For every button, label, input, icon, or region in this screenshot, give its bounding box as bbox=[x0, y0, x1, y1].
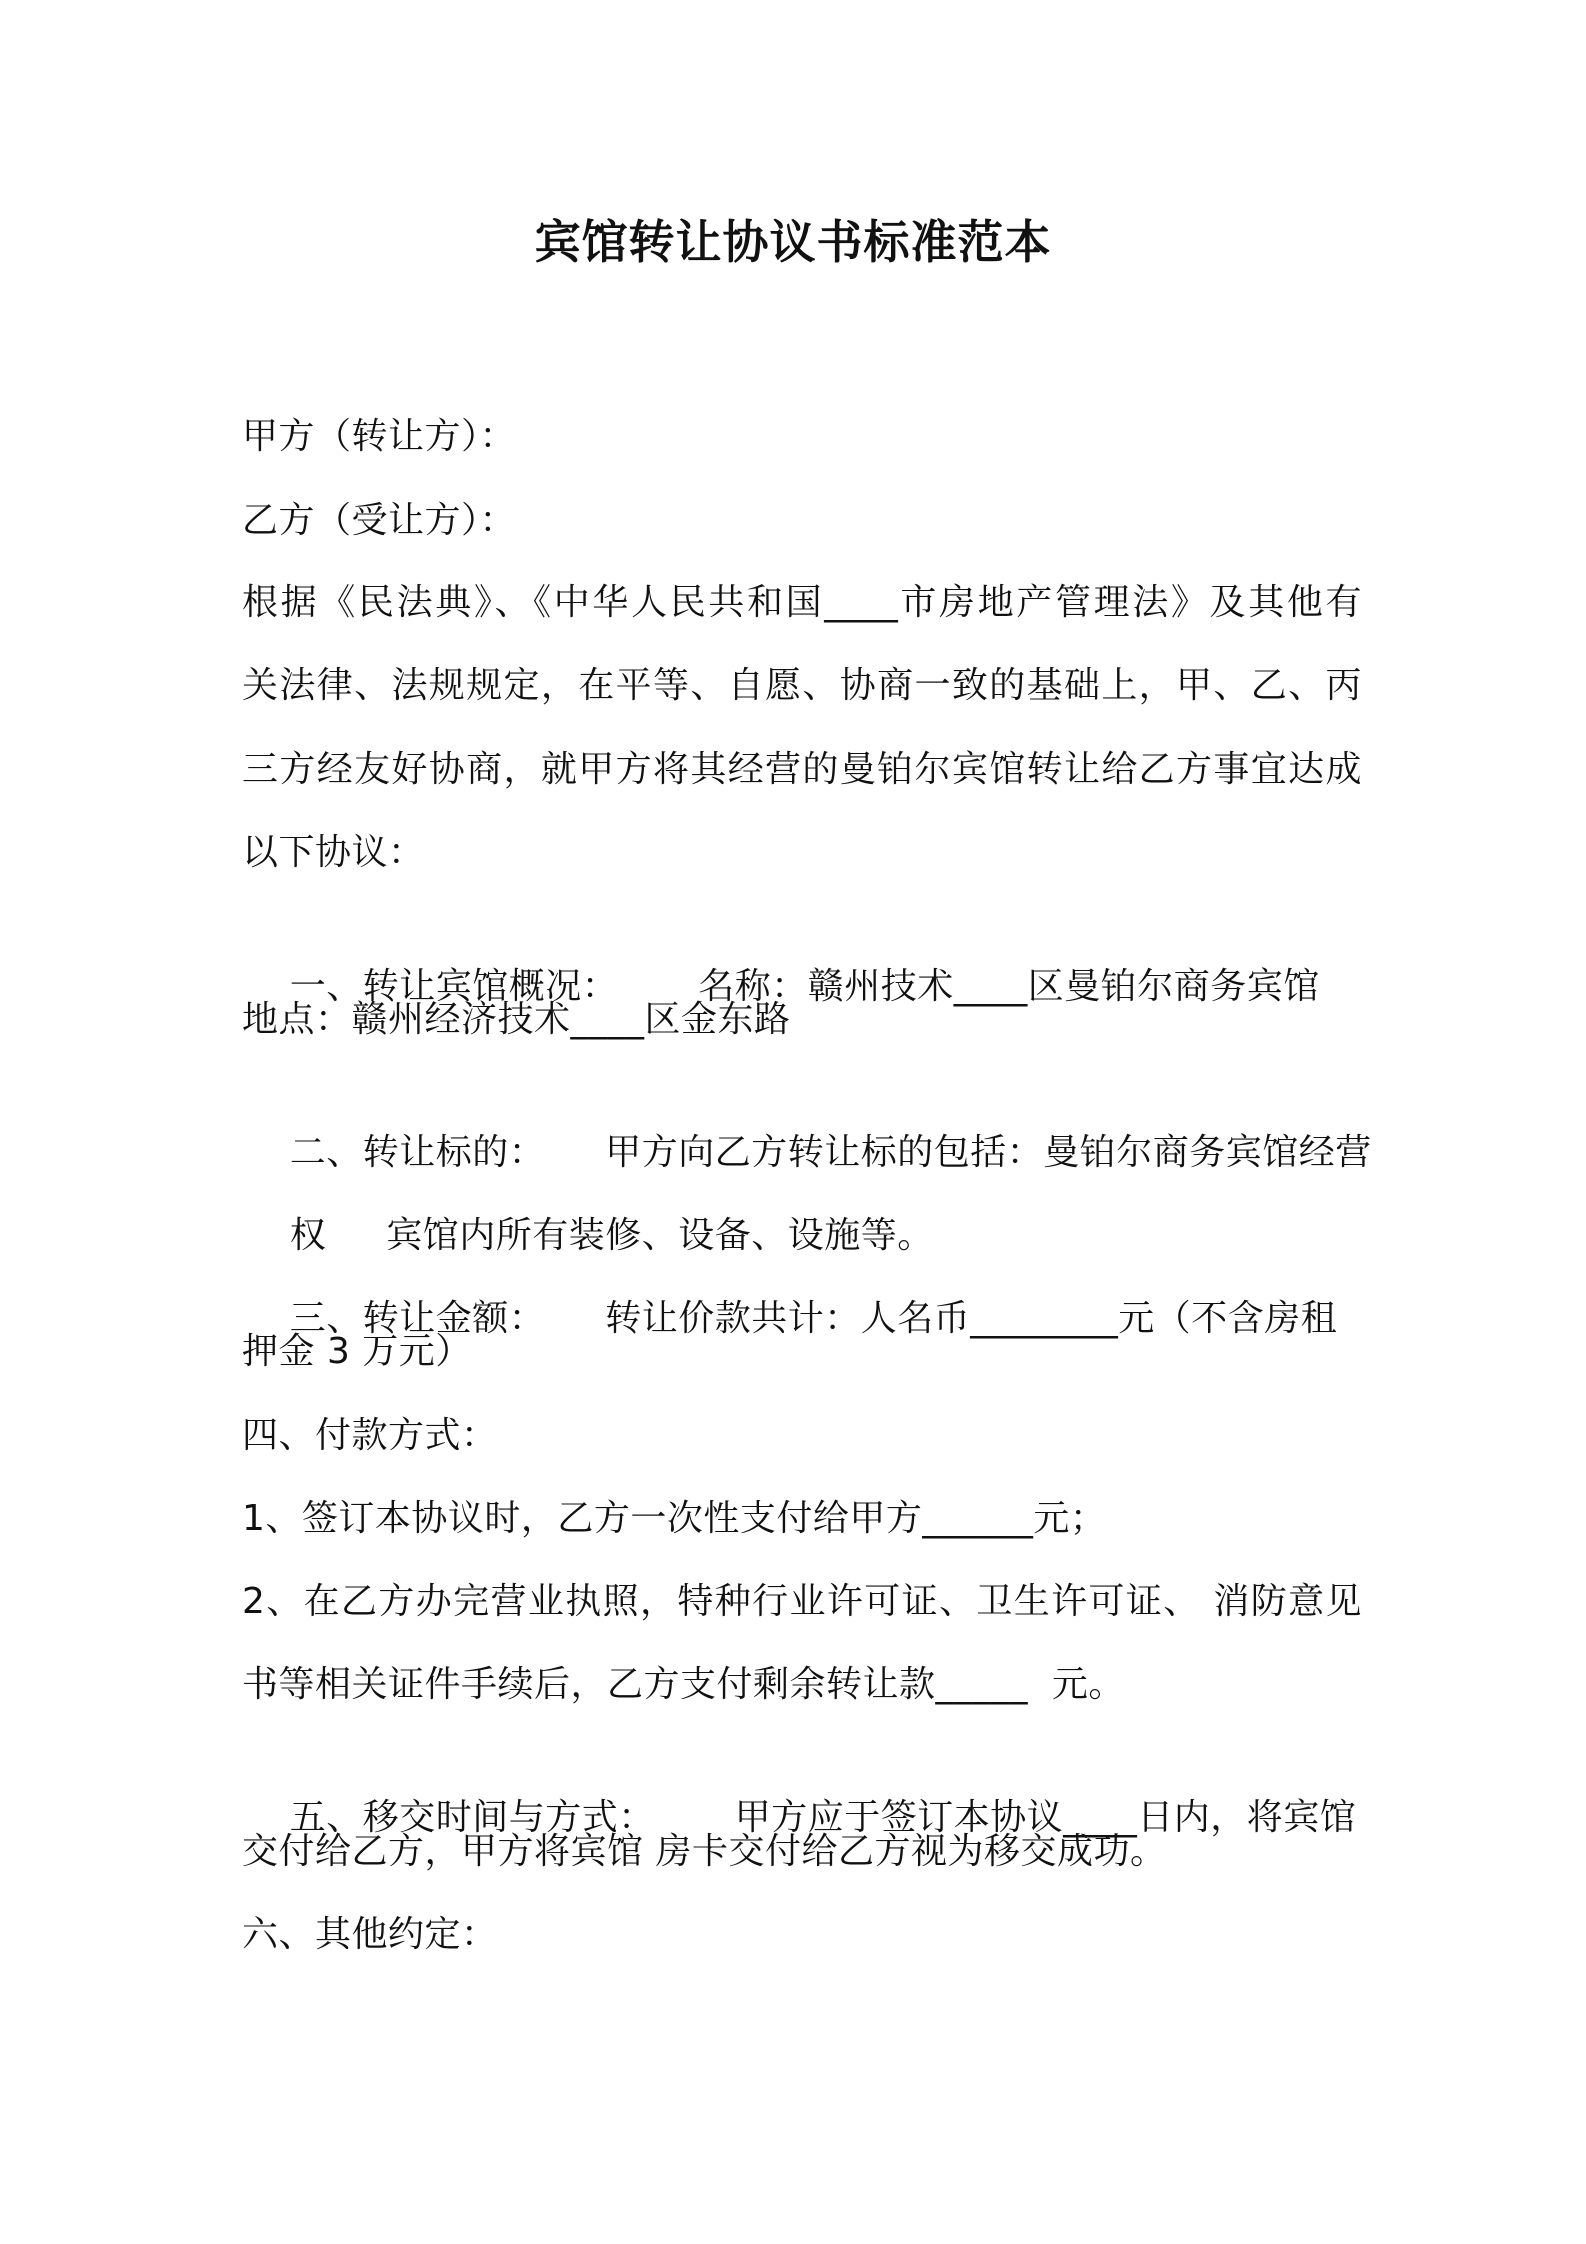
section-5-heading: 五、移交时间与方式： bbox=[289, 1797, 655, 1838]
party-b-label: 乙方（受让方）： bbox=[242, 500, 517, 541]
section-1-heading: 一、转让宾馆概况： bbox=[289, 966, 619, 1007]
section-3-text-1: 转让价款共计：人名币________元（不含房租 bbox=[605, 1298, 1338, 1339]
party-a-label: 甲方（转让方）： bbox=[242, 416, 517, 457]
section-1-name: 名称：赣州技术____区曼铂尔商务宾馆 bbox=[698, 966, 1320, 1007]
section-2-text-1: 甲方向乙方转让标的包括：曼铂尔商务宾馆经营 bbox=[605, 1132, 1372, 1173]
section-3-heading: 三、转让金额： bbox=[289, 1298, 546, 1339]
section-3-text-2: 押金 3 万元） bbox=[242, 1331, 472, 1372]
document-title: 宾馆转让协议书标准范本 bbox=[534, 215, 1052, 269]
preamble-line-2: 关法律、法规规定，在平等、自愿、协商一致的基础上，甲、乙、丙 bbox=[242, 665, 1362, 706]
section-4-item-2-line-1: 2、在乙方办完营业执照，特种行业许可证、卫生许可证、 消防意见 bbox=[242, 1581, 1362, 1622]
section-6-heading: 六、其他约定： bbox=[242, 1914, 498, 1955]
section-5-text-1: 甲方应于签订本协议____日内，将宾馆 bbox=[734, 1797, 1357, 1838]
section-2-heading: 二、转让标的： bbox=[289, 1132, 546, 1173]
section-4-heading: 四、付款方式： bbox=[242, 1415, 498, 1456]
section-2-text-2b: 宾馆内所有装修、设备、设施等。 bbox=[386, 1215, 934, 1256]
preamble-line-1: 根据《民法典》、《中华人民共和国____市房地产管理法》及其他有 bbox=[242, 582, 1362, 623]
preamble-line-3: 三方经友好协商，就甲方将其经营的曼铂尔宾馆转让给乙方事宜达成 bbox=[242, 749, 1362, 790]
section-2-text-2a: 权 bbox=[289, 1215, 327, 1256]
preamble-line-4: 以下协议： bbox=[242, 832, 425, 873]
section-1-location: 地点：赣州经济技术____区金东路 bbox=[242, 999, 791, 1040]
section-5-text-2: 交付给乙方，甲方将宾馆 房卡交付给乙方视为移交成功。 bbox=[242, 1831, 1167, 1872]
section-4-item-2-line-2: 书等相关证件手续后，乙方支付剩余转让款_____ 元。 bbox=[242, 1664, 1125, 1705]
section-4-item-1: 1、签订本协议时，乙方一次性支付给甲方______元； bbox=[242, 1498, 1107, 1539]
